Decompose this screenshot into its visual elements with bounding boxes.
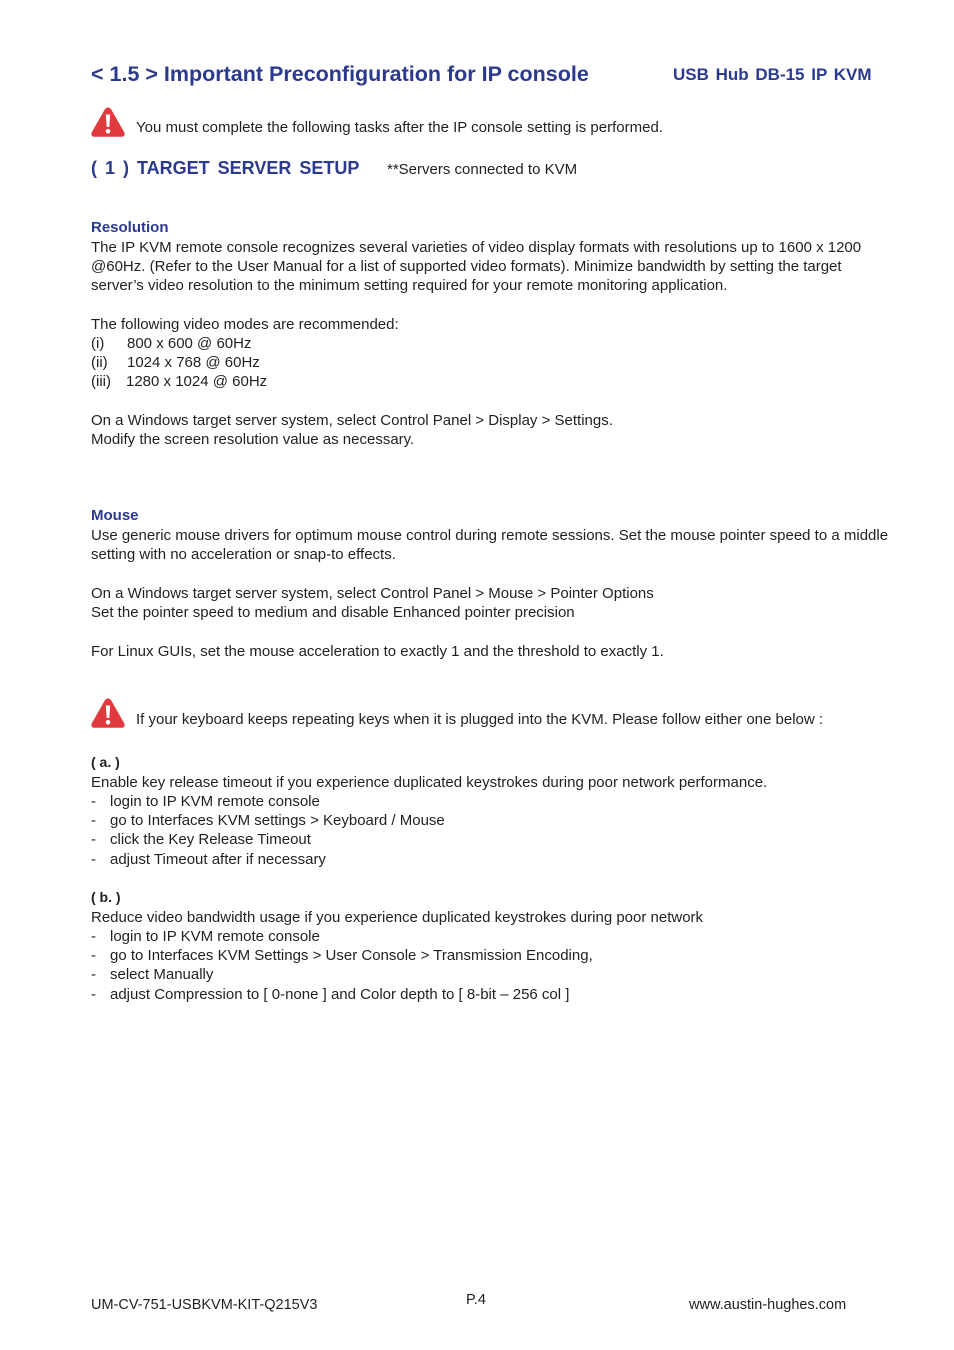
page-title: < 1.5 > Important Preconfiguration for IP console [91, 62, 589, 86]
warning-text-2: If your keyboard keeps repeating keys when it is plugged into the KVM. Please follow either one below : [136, 711, 824, 728]
resolution-windows-2: Modify the screen resolution value as necessary. [91, 431, 415, 448]
option-b-label: ( b. ) [91, 889, 121, 905]
option-a-intro: Enable key release timeout if you experience duplicated keystrokes during poor network performance. [91, 774, 768, 791]
mouse-heading: Mouse [91, 507, 139, 524]
list-item: - go to Interfaces KVM settings > Keyboard / Mouse [91, 812, 445, 830]
mouse-linux: For Linux GUIs, set the mouse acceleration to exactly 1 and the threshold to exactly 1. [91, 643, 664, 660]
list-item: - login to IP KVM remote console [91, 793, 320, 810]
resolution-windows-1: On a Windows target server system, select Control Panel > Display > Settings. [91, 412, 613, 429]
modes-intro: The following video modes are recommended: [91, 316, 399, 333]
warning-icon [90, 106, 126, 138]
list-item: - select Manually [91, 966, 214, 984]
list-item: - login to IP KVM remote console [91, 928, 320, 945]
option-b-intro: Reduce video bandwidth usage if you experience duplicated keystrokes during poor network [91, 909, 704, 926]
option-a-label: ( a. ) [91, 754, 120, 770]
warning-text-1: You must complete the following tasks after the IP console setting is performed. [136, 119, 663, 136]
list-item: - go to Interfaces KVM Settings > User Console > Transmission Encoding, [91, 947, 593, 965]
list-item: - click the Key Release Timeout [91, 831, 311, 849]
list-item: (ii) 1024 x 768 @ 60Hz [91, 354, 260, 372]
footer-website[interactable]: www.austin-hughes.com [689, 1297, 847, 1313]
list-item: (iii) 1280 x 1024 @ 60Hz [91, 373, 268, 391]
section-heading: ( 1 ) TARGET SERVER SETUP [91, 158, 360, 178]
mouse-windows-1: On a Windows target server system, select Control Panel > Mouse > Pointer Options [91, 585, 654, 602]
resolution-intro: The IP KVM remote console recognizes several varieties of video display formats with resolutions up to 1600 x 1200 @60Hz. (Refer to the User Manual for a list of supported video formats). Minimize bandwidth by setting the target server’s video resolution to the minimum setting required for your remote monitoring application. [91, 239, 862, 295]
footer-page-number: P.4 [466, 1292, 486, 1308]
resolution-heading: Resolution [91, 219, 169, 236]
option-b-steps [91, 927, 593, 1004]
warning-icon [90, 697, 126, 729]
mouse-windows-2: Set the pointer speed to medium and disable Enhanced pointer precision [91, 604, 575, 621]
product-name: USB Hub DB-15 IP KVM [673, 65, 872, 84]
list-item: - adjust Timeout after if necessary [91, 850, 326, 868]
list-item: (i) 800 x 600 @ 60Hz [91, 335, 252, 352]
list-item: - adjust Compression to [ 0-none ] and Color depth to [ 8-bit – 256 col ] [91, 985, 570, 1003]
option-a-steps [91, 792, 445, 869]
section-note: **Servers connected to KVM [387, 161, 578, 178]
mouse-intro: Use generic mouse drivers for optimum mouse control during remote sessions. Set the mouse pointer speed to a middle setting with no acceleration or snap-to effects. [91, 527, 889, 564]
video-modes-list [91, 334, 267, 392]
footer-doc-id: UM-CV-751-USBKVM-KIT-Q215V3 [91, 1297, 318, 1313]
